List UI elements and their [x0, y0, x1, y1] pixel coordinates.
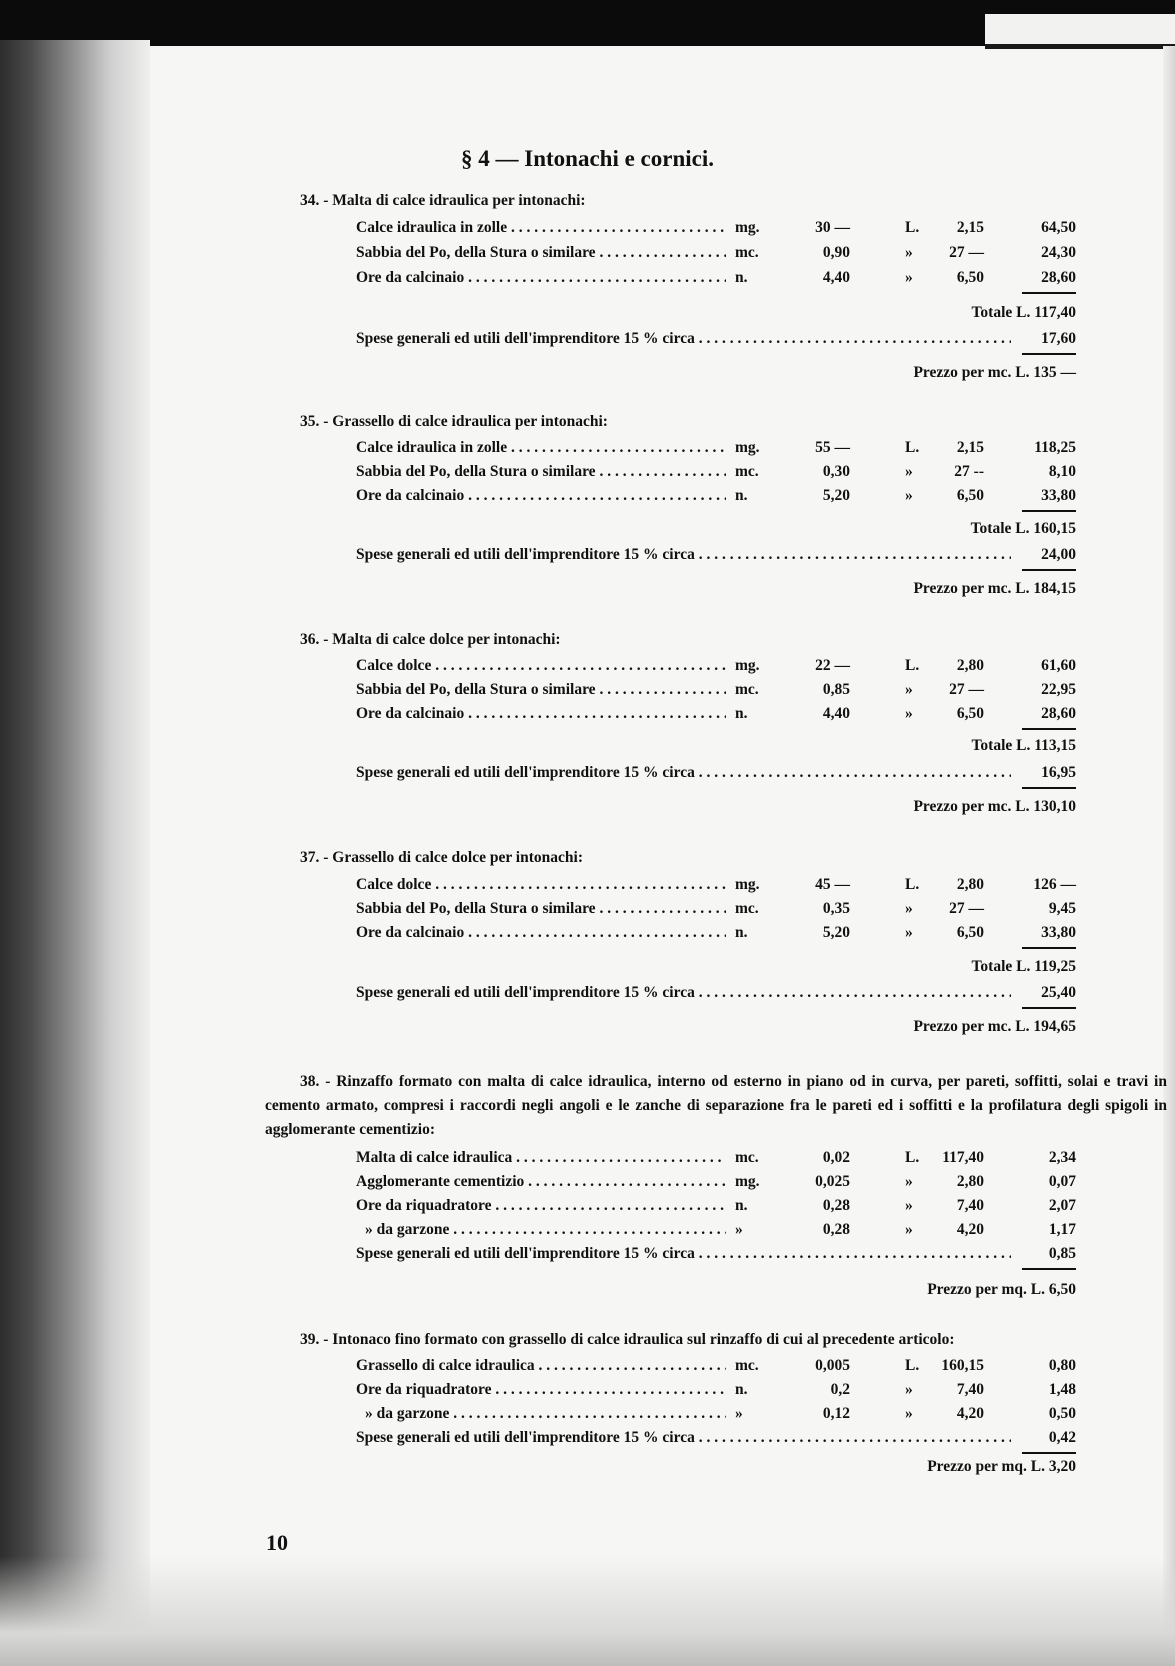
- item-unit: n.: [735, 1381, 748, 1398]
- item-currency: »: [905, 1197, 913, 1214]
- item-quantity: 5,20: [822, 924, 850, 941]
- item-currency: L.: [905, 439, 920, 456]
- item-amount: 0,50: [1048, 1405, 1076, 1422]
- sum-rule: [1022, 292, 1076, 294]
- item-unit: »: [735, 1221, 743, 1238]
- item-quantity: 0,30: [822, 463, 850, 480]
- item-currency: L.: [905, 1149, 920, 1166]
- item-quantity: 22 —: [815, 657, 850, 674]
- section-heading: 35. - Grassello di calce idraulica per intonachi:: [300, 413, 608, 430]
- item-amount: 0,07: [1048, 1173, 1076, 1190]
- item-unit: mc.: [735, 1149, 759, 1166]
- item-unit: n.: [735, 924, 748, 941]
- item-currency: »: [905, 463, 913, 480]
- item-label: Ore da riquadratore . . .: [356, 1197, 726, 1215]
- item-currency: »: [905, 924, 913, 941]
- item-price: 2,80: [956, 1173, 984, 1190]
- item-currency: »: [905, 1173, 913, 1190]
- item-unit: mg.: [735, 657, 760, 674]
- item-amount: 0,80: [1048, 1357, 1076, 1374]
- item-price: 2,80: [956, 657, 984, 674]
- price-line: Prezzo per mq. L. 6,50: [927, 1281, 1076, 1298]
- item-unit: n.: [735, 269, 748, 286]
- overhead-amount: 16,95: [1041, 764, 1076, 781]
- item-label: Calce dolce . . .: [356, 657, 726, 675]
- scan-top-line: [985, 44, 1175, 49]
- item-label: Calce idraulica in zolle . . .: [356, 439, 726, 457]
- section-paragraph: [265, 1070, 1167, 1142]
- item-price: 2,15: [956, 439, 984, 456]
- item-currency: »: [905, 900, 913, 917]
- item-price: 2,15: [956, 219, 984, 236]
- item-price: 27 --: [954, 463, 984, 480]
- item-amount: 33,80: [1041, 924, 1076, 941]
- overhead-amount: 17,60: [1041, 330, 1076, 347]
- scan-right-edge: [1163, 46, 1175, 1666]
- item-quantity: 0,025: [815, 1173, 850, 1190]
- item-quantity: 4,40: [822, 269, 850, 286]
- item-price: 4,20: [956, 1221, 984, 1238]
- item-label: Ore da calcinaio . . .: [356, 705, 726, 723]
- item-label: Sabbia del Po, della Stura o similare . . .: [356, 244, 726, 262]
- item-quantity: 5,20: [822, 487, 850, 504]
- item-price: 27 —: [949, 900, 984, 917]
- overhead-label: Spese generali ed utili dell'imprenditore 15 % circa . . .: [356, 1429, 1011, 1447]
- item-price: 6,50: [956, 487, 984, 504]
- sum-rule: [1022, 1268, 1076, 1270]
- sum-rule: [1022, 947, 1076, 949]
- sum-rule: [1022, 510, 1076, 512]
- overhead-label: Spese generali ed utili dell'imprenditore 15 % circa . . .: [356, 546, 1011, 564]
- item-label: Calce dolce . . .: [356, 876, 726, 894]
- item-amount: 2,07: [1048, 1197, 1076, 1214]
- item-amount: 61,60: [1041, 657, 1076, 674]
- item-currency: L.: [905, 219, 920, 236]
- item-label: Sabbia del Po, della Stura o similare . . .: [356, 463, 726, 481]
- item-amount: 28,60: [1041, 269, 1076, 286]
- item-currency: »: [905, 244, 913, 261]
- scan-top-gap: [985, 14, 1175, 44]
- item-label: Grassello di calce idraulica . . .: [356, 1357, 726, 1375]
- item-price: 27 —: [949, 681, 984, 698]
- item-label: Malta di calce idraulica . . .: [356, 1149, 726, 1167]
- overhead-amount: 0,42: [1048, 1429, 1076, 1446]
- item-price: 7,40: [956, 1381, 984, 1398]
- item-quantity: 55 —: [815, 439, 850, 456]
- price-line: Prezzo per mc. L. 194,65: [913, 1018, 1076, 1035]
- item-price: 6,50: [956, 705, 984, 722]
- overhead-amount: 24,00: [1041, 546, 1076, 563]
- item-price: 6,50: [956, 269, 984, 286]
- item-quantity: 0,28: [822, 1197, 850, 1214]
- item-unit: mc.: [735, 1357, 759, 1374]
- item-currency: L.: [905, 1357, 920, 1374]
- price-line: Prezzo per mq. L. 3,20: [927, 1458, 1076, 1475]
- item-quantity: 0,12: [822, 1405, 850, 1422]
- section-heading: 39. - Intonaco fino formato con grassello di calce idraulica sul rinzaffo di cui al precedente articolo:: [300, 1331, 955, 1348]
- item-currency: »: [905, 705, 913, 722]
- price-line: Prezzo per mc. L. 184,15: [913, 580, 1076, 597]
- item-currency: »: [905, 1221, 913, 1238]
- section-title: § 4 — Intonachi e cornici.: [461, 146, 714, 171]
- item-amount: 22,95: [1041, 681, 1076, 698]
- sum-rule: [1022, 1452, 1076, 1454]
- item-unit: mg.: [735, 1173, 760, 1190]
- item-label: Calce idraulica in zolle . . .: [356, 219, 726, 237]
- sum-rule: [1022, 1007, 1076, 1009]
- total-line: Totale L. 113,15: [971, 737, 1076, 754]
- item-price: 27 —: [949, 244, 984, 261]
- scan-binding-shadow: [0, 40, 150, 1666]
- item-amount: 2,34: [1048, 1149, 1076, 1166]
- page-number: 10: [266, 1530, 288, 1555]
- item-amount: 9,45: [1048, 900, 1076, 917]
- item-label: » da garzone . . .: [365, 1221, 726, 1239]
- item-amount: 118,25: [1034, 439, 1076, 456]
- item-unit: n.: [735, 487, 748, 504]
- item-quantity: 0,35: [822, 900, 850, 917]
- section-heading: 34. - Malta di calce idraulica per intonachi:: [300, 192, 586, 209]
- item-unit: n.: [735, 1197, 748, 1214]
- total-line: Totale L. 117,40: [971, 304, 1076, 321]
- price-line: Prezzo per mc. L. 130,10: [913, 798, 1076, 815]
- item-currency: »: [905, 487, 913, 504]
- item-unit: n.: [735, 705, 748, 722]
- item-quantity: 0,85: [822, 681, 850, 698]
- item-label: Ore da riquadratore . . .: [356, 1381, 726, 1399]
- item-unit: mc.: [735, 900, 759, 917]
- sum-rule: [1022, 353, 1076, 355]
- item-quantity: 45 —: [815, 876, 850, 893]
- item-quantity: 4,40: [822, 705, 850, 722]
- item-unit: mc.: [735, 681, 759, 698]
- item-unit: mg.: [735, 876, 760, 893]
- total-line: Totale L. 119,25: [971, 958, 1076, 975]
- item-price: 6,50: [956, 924, 984, 941]
- overhead-amount: 0,85: [1048, 1245, 1076, 1262]
- item-amount: 64,50: [1041, 219, 1076, 236]
- item-quantity: 0,02: [822, 1149, 850, 1166]
- item-quantity: 0,005: [815, 1357, 850, 1374]
- item-amount: 1,48: [1048, 1381, 1076, 1398]
- paragraph-text: 38. - Rinzaffo formato con malta di calce idraulica, interno od esterno in piano od in curva, per pareti, soffitti, solai e travi in cemento armato, compresi i raccordi negli angoli e le zanche di separazione fra le pareti ed i soffitti e la profilatura degli spigoli in agglomerante cementizio:: [265, 1073, 1167, 1138]
- item-price: 4,20: [956, 1405, 984, 1422]
- item-currency: »: [905, 1381, 913, 1398]
- item-label: Ore da calcinaio . . .: [356, 487, 726, 505]
- item-unit: mc.: [735, 463, 759, 480]
- overhead-label: Spese generali ed utili dell'imprenditore 15 % circa . . .: [356, 984, 1011, 1002]
- sum-rule: [1022, 728, 1076, 730]
- item-label: Ore da calcinaio . . .: [356, 924, 726, 942]
- item-label: Agglomerante cementizio . . .: [356, 1173, 726, 1191]
- item-price: 2,80: [956, 876, 984, 893]
- item-currency: L.: [905, 876, 920, 893]
- item-label: Sabbia del Po, della Stura o similare . . .: [356, 900, 726, 918]
- item-amount: 1,17: [1048, 1221, 1076, 1238]
- item-currency: »: [905, 269, 913, 286]
- item-label: » da garzone . . .: [365, 1405, 726, 1423]
- scan-bottom-shadow: [0, 1556, 1175, 1666]
- item-amount: 33,80: [1041, 487, 1076, 504]
- total-line: Totale L. 160,15: [970, 520, 1076, 537]
- item-price: 117,40: [942, 1149, 984, 1166]
- section-heading: 37. - Grassello di calce dolce per intonachi:: [300, 849, 583, 866]
- item-currency: »: [905, 681, 913, 698]
- item-currency: »: [905, 1405, 913, 1422]
- item-quantity: 30 —: [815, 219, 850, 236]
- item-amount: 126 —: [1033, 876, 1076, 893]
- item-quantity: 0,90: [822, 244, 850, 261]
- item-unit: mg.: [735, 439, 760, 456]
- item-unit: mg.: [735, 219, 760, 236]
- overhead-label: Spese generali ed utili dell'imprenditore 15 % circa . . .: [356, 330, 1011, 348]
- item-quantity: 0,28: [822, 1221, 850, 1238]
- section-heading: 36. - Malta di calce dolce per intonachi:: [300, 631, 561, 648]
- sum-rule: [1022, 787, 1076, 789]
- item-unit: mc.: [735, 244, 759, 261]
- item-label: Ore da calcinaio . . .: [356, 269, 726, 287]
- sum-rule: [1022, 569, 1076, 571]
- item-currency: L.: [905, 657, 920, 674]
- overhead-amount: 25,40: [1041, 984, 1076, 1001]
- item-amount: 24,30: [1041, 244, 1076, 261]
- overhead-label: Spese generali ed utili dell'imprenditore 15 % circa . . .: [356, 764, 1011, 782]
- item-price: 160,15: [941, 1357, 984, 1374]
- item-amount: 28,60: [1041, 705, 1076, 722]
- item-label: Sabbia del Po, della Stura o similare . . .: [356, 681, 726, 699]
- item-quantity: 0,2: [830, 1381, 850, 1398]
- price-line: Prezzo per mc. L. 135 —: [913, 364, 1076, 381]
- overhead-label: Spese generali ed utili dell'imprenditore 15 % circa . . .: [356, 1245, 1011, 1263]
- item-amount: 8,10: [1048, 463, 1076, 480]
- item-price: 7,40: [956, 1197, 984, 1214]
- item-unit: »: [735, 1405, 743, 1422]
